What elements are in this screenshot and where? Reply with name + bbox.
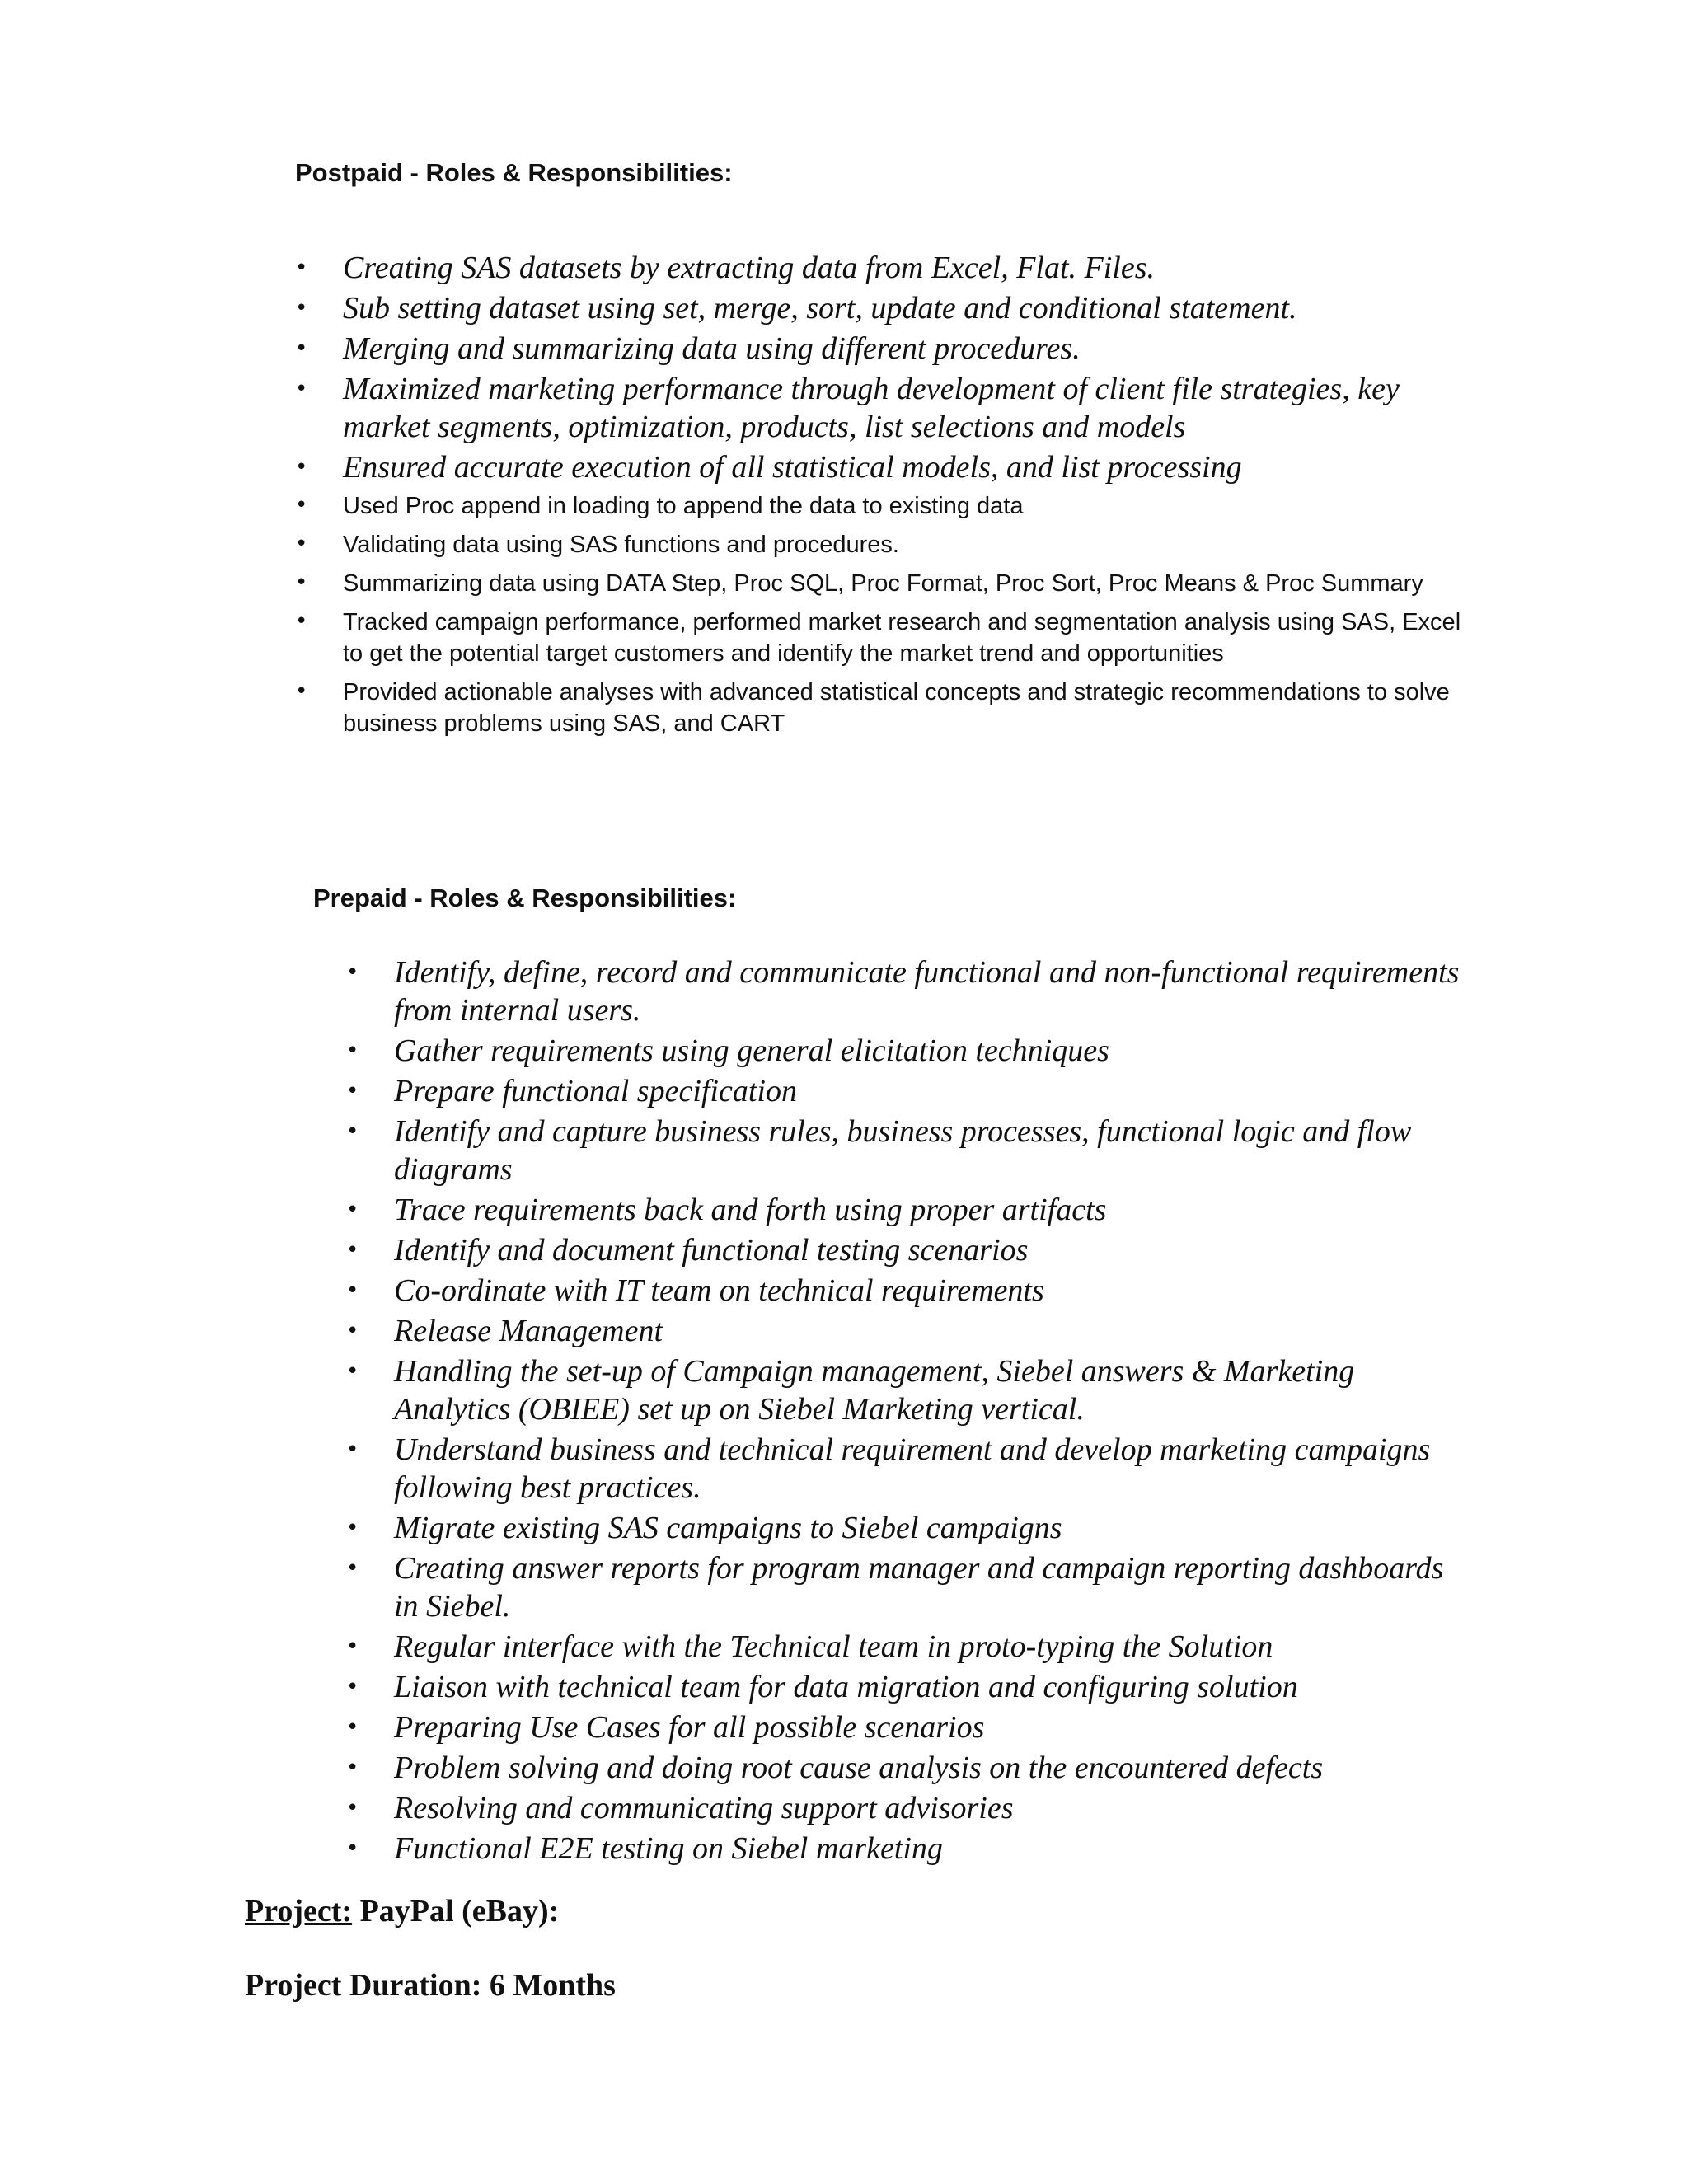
list-item-text: Identify and document functional testing scenarios (394, 1233, 1029, 1268)
list-item (295, 330, 1465, 368)
bullet-icon: • (295, 493, 308, 518)
bullet-icon: • (295, 336, 308, 361)
bullet-icon: • (346, 1038, 359, 1063)
list-item (346, 954, 1475, 1029)
list-item (295, 568, 1465, 599)
list-item (346, 1113, 1475, 1188)
list-item (346, 1668, 1475, 1706)
list-item-text: Problem solving and doing root cause analysis on the encountered defects (394, 1750, 1324, 1785)
list-item-text: Provided actionable analyses with advanced statistical concepts and strategic recommendations to solve business problems using SAS, and CART (343, 679, 1450, 737)
bullet-icon: • (346, 1437, 359, 1462)
bullet-icon: • (346, 960, 359, 985)
list-item-text: Liaison with technical team for data migration and configuring solution (394, 1670, 1298, 1704)
bullet-icon: • (295, 532, 308, 556)
bullet-icon: • (346, 1079, 359, 1104)
bullet-icon: • (346, 1755, 359, 1780)
list-item (346, 1830, 1475, 1868)
list-item (346, 1352, 1475, 1428)
bullet-icon: • (295, 255, 308, 280)
list-item-text: Ensured accurate execution of all statistical models, and list processing (343, 450, 1242, 485)
bullet-icon: • (295, 679, 308, 704)
list-item-text: Creating answer reports for program manager and campaign reporting dashboards in Siebel. (394, 1551, 1444, 1624)
list-item-text: Migrate existing SAS campaigns to Siebel campaigns (394, 1511, 1062, 1545)
project-duration-value: 6 Months (489, 1968, 616, 2003)
bullet-icon: • (346, 1675, 359, 1699)
bullet-icon: • (295, 455, 308, 480)
postpaid-heading: Postpaid - Roles & Responsibilities: (295, 158, 733, 187)
bullet-icon: • (295, 377, 308, 401)
list-item-text: Release Management (394, 1314, 663, 1348)
list-item (295, 529, 1465, 560)
list-item (346, 1789, 1475, 1827)
list-item (346, 1191, 1475, 1229)
project-label: Project: (245, 1894, 353, 1929)
bullet-icon: • (346, 1278, 359, 1303)
list-item-text: Validating data using SAS functions and procedures. (343, 532, 899, 558)
bullet-icon: • (295, 609, 308, 634)
list-item (346, 1072, 1475, 1110)
bullet-icon: • (346, 1238, 359, 1263)
prepaid-heading: Prepaid - Roles & Responsibilities: (313, 883, 737, 912)
prepaid-responsibilities-list (346, 954, 1475, 1870)
list-item (346, 1032, 1475, 1070)
bullet-icon: • (346, 1319, 359, 1343)
bullet-icon: • (346, 1836, 359, 1861)
list-item (346, 1231, 1475, 1269)
list-item (346, 1708, 1475, 1746)
bullet-icon: • (346, 1119, 359, 1144)
postpaid-responsibilities-list (295, 249, 1465, 747)
list-item-text: Prepare functional specification (394, 1074, 797, 1108)
list-item-text: Co-ordinate with IT team on technical requirements (394, 1273, 1044, 1308)
list-item (295, 249, 1465, 287)
list-item (295, 370, 1465, 446)
list-item-text: Used Proc append in loading to append the data to existing data (343, 493, 1024, 519)
list-item-text: Identify, define, record and communicate functional and non-functional requirements from internal users. (394, 955, 1460, 1028)
project-name: PayPal (eBay): (359, 1894, 560, 1929)
project-duration-label: Project Duration: (245, 1968, 482, 2003)
list-item-text: Identify and capture business rules, business processes, functional logic and flow diagrams (394, 1114, 1412, 1187)
list-item (295, 448, 1465, 486)
bullet-icon: • (295, 570, 308, 595)
list-item-text: Functional E2E testing on Siebel marketing (394, 1831, 943, 1866)
list-item (346, 1272, 1475, 1310)
list-item (295, 289, 1465, 327)
list-item-text: Resolving and communicating support advisories (394, 1791, 1014, 1825)
list-item-text: Understand business and technical requirement and develop marketing campaigns following best practices. (394, 1432, 1431, 1505)
list-item-text: Tracked campaign performance, performed market research and segmentation analysis using SAS, Excel to get the potential target customers and identify the market trend and opportunities (343, 609, 1461, 667)
list-item-text: Handling the set-up of Campaign management, Siebel answers & Marketing Analytics (OBIEE) set up on Siebel Marketing vertical. (394, 1354, 1355, 1427)
list-item-text: Merging and summarizing data using different procedures. (343, 331, 1081, 366)
list-item-text: Sub setting dataset using set, merge, sort, update and conditional statement. (343, 291, 1297, 326)
project-duration (245, 1966, 616, 2004)
list-item-text: Preparing Use Cases for all possible scenarios (394, 1710, 985, 1745)
list-item (346, 1509, 1475, 1547)
list-item (346, 1628, 1475, 1666)
list-item-text: Trace requirements back and forth using proper artifacts (394, 1193, 1107, 1227)
bullet-icon: • (346, 1556, 359, 1581)
bullet-icon: • (346, 1715, 359, 1740)
list-item (346, 1549, 1475, 1625)
bullet-icon: • (346, 1516, 359, 1540)
list-item-text: Creating SAS datasets by extracting data from Excel, Flat. Files. (343, 251, 1156, 285)
list-item-text: Maximized marketing performance through development of client file strategies, key market segments, optimization, products, list selections and models (343, 372, 1400, 444)
bullet-icon: • (295, 296, 308, 321)
project-title (245, 1892, 559, 1930)
list-item-text: Summarizing data using DATA Step, Proc SQL, Proc Format, Proc Sort, Proc Means & Proc Summary (343, 570, 1423, 597)
list-item-text: Regular interface with the Technical team in proto-typing the Solution (394, 1629, 1273, 1664)
bullet-icon: • (346, 1359, 359, 1384)
bullet-icon: • (346, 1634, 359, 1659)
list-item (295, 677, 1465, 739)
list-item (346, 1431, 1475, 1507)
list-item-text: Gather requirements using general elicitation techniques (394, 1033, 1109, 1068)
list-item (295, 490, 1465, 522)
bullet-icon: • (346, 1197, 359, 1222)
list-item (295, 607, 1465, 669)
bullet-icon: • (346, 1796, 359, 1821)
list-item (346, 1312, 1475, 1350)
list-item (346, 1749, 1475, 1787)
